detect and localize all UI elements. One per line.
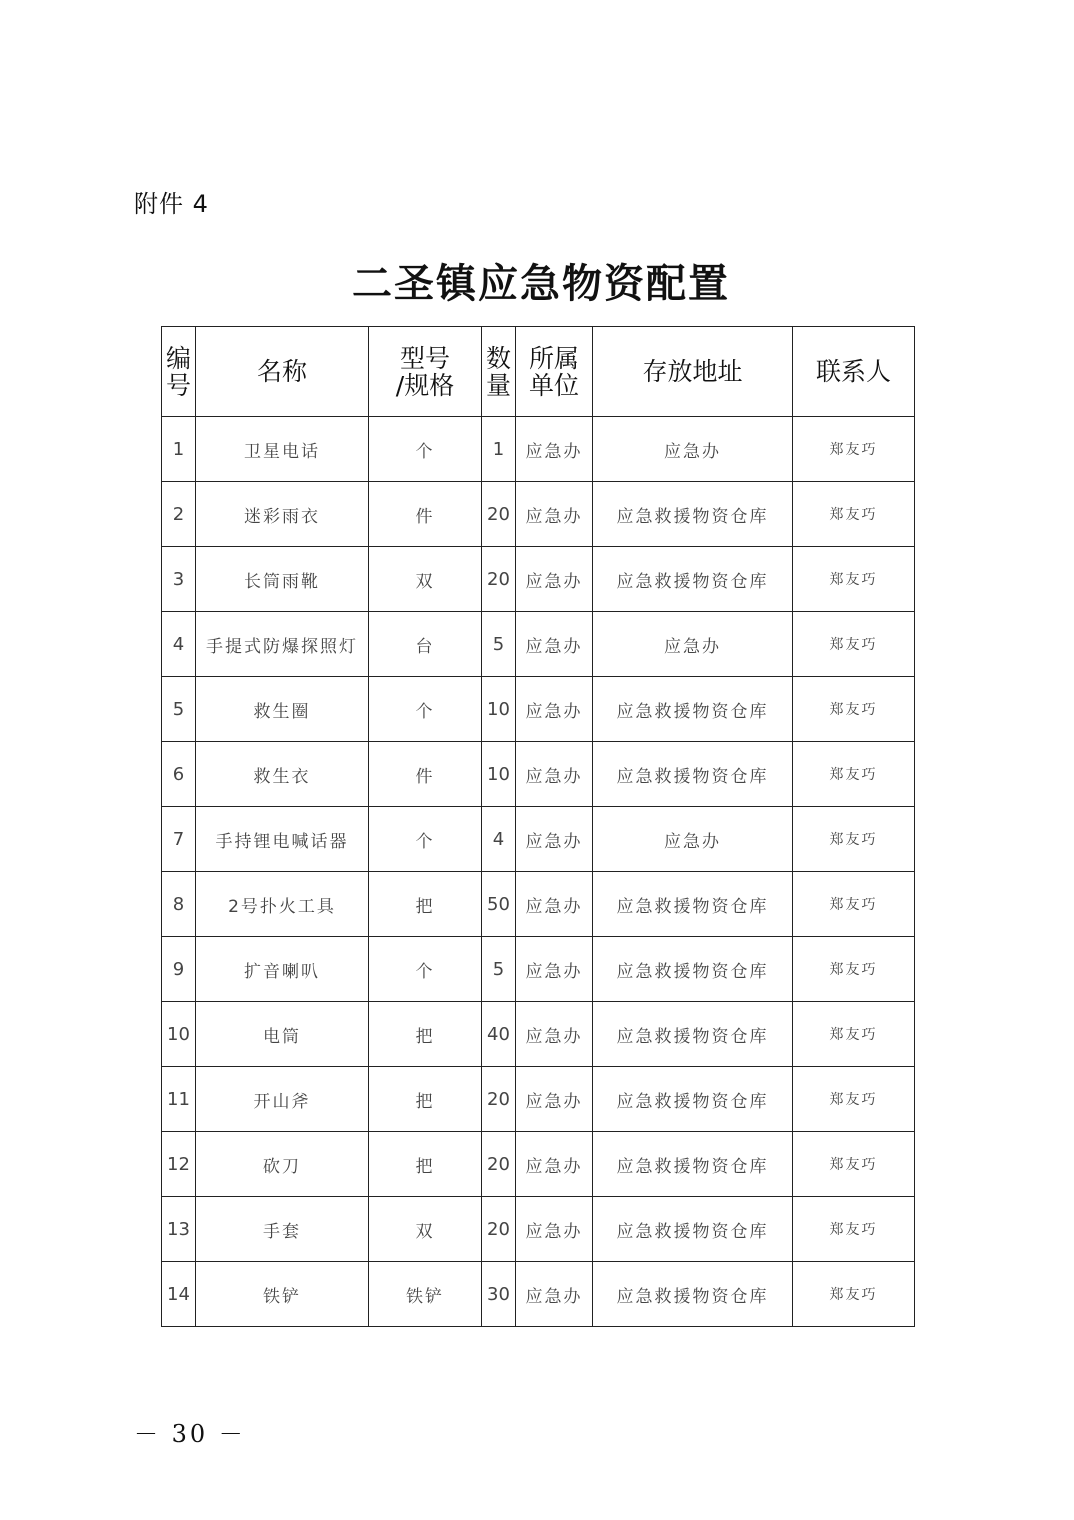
table-row: [162, 547, 915, 612]
cell-name: 铁铲: [196, 1262, 369, 1327]
table-row: [162, 482, 915, 547]
cell-id: 6: [162, 742, 196, 807]
header-contact: 联系人: [793, 327, 915, 417]
cell-contact: 郑友巧: [793, 1067, 915, 1132]
cell-spec: 把: [369, 872, 482, 937]
cell-contact: 郑友巧: [793, 937, 915, 1002]
page-number: － 30 －: [134, 1420, 246, 1448]
document-title: 二圣镇应急物资配置: [352, 260, 730, 307]
header-qty: 数 量: [482, 327, 516, 417]
header-unit: 所属 单位: [516, 327, 593, 417]
cell-id: 5: [162, 677, 196, 742]
cell-spec: 个: [369, 677, 482, 742]
cell-unit: 应急办: [516, 547, 593, 612]
table-row: [162, 1002, 915, 1067]
table-row: [162, 1262, 915, 1327]
cell-location: 应急办: [593, 417, 793, 482]
header-id: 编 号: [162, 327, 196, 417]
cell-id: 12: [162, 1132, 196, 1197]
cell-unit: 应急办: [516, 677, 593, 742]
cell-location: 应急救援物资仓库: [593, 1197, 793, 1262]
cell-id: 7: [162, 807, 196, 872]
cell-qty: 20: [482, 547, 516, 612]
cell-spec: 把: [369, 1132, 482, 1197]
cell-contact: 郑友巧: [793, 612, 915, 677]
cell-contact: 郑友巧: [793, 547, 915, 612]
cell-location: 应急救援物资仓库: [593, 1262, 793, 1327]
cell-name: 迷彩雨衣: [196, 482, 369, 547]
cell-qty: 20: [482, 1132, 516, 1197]
cell-spec: 把: [369, 1002, 482, 1067]
table-row: [162, 937, 915, 1002]
cell-id: 3: [162, 547, 196, 612]
cell-id: 9: [162, 937, 196, 1002]
cell-qty: 20: [482, 482, 516, 547]
cell-name: 长筒雨靴: [196, 547, 369, 612]
cell-contact: 郑友巧: [793, 1132, 915, 1197]
cell-unit: 应急办: [516, 612, 593, 677]
cell-unit: 应急办: [516, 1132, 593, 1197]
cell-spec: 个: [369, 417, 482, 482]
table-row: [162, 872, 915, 937]
cell-name: 救生圈: [196, 677, 369, 742]
cell-name: 砍刀: [196, 1132, 369, 1197]
cell-name: 手提式防爆探照灯: [196, 612, 369, 677]
cell-qty: 30: [482, 1262, 516, 1327]
cell-location: 应急救援物资仓库: [593, 937, 793, 1002]
cell-unit: 应急办: [516, 1262, 593, 1327]
cell-name: 2号扑火工具: [196, 872, 369, 937]
cell-contact: 郑友巧: [793, 872, 915, 937]
cell-contact: 郑友巧: [793, 1197, 915, 1262]
table-row: [162, 677, 915, 742]
cell-contact: 郑友巧: [793, 417, 915, 482]
cell-unit: 应急办: [516, 417, 593, 482]
cell-qty: 20: [482, 1067, 516, 1132]
header-location: 存放地址: [593, 327, 793, 417]
cell-contact: 郑友巧: [793, 1002, 915, 1067]
cell-unit: 应急办: [516, 1197, 593, 1262]
cell-name: 救生衣: [196, 742, 369, 807]
cell-location: 应急办: [593, 612, 793, 677]
cell-spec: 台: [369, 612, 482, 677]
table-row: [162, 742, 915, 807]
cell-spec: 件: [369, 742, 482, 807]
cell-contact: 郑友巧: [793, 742, 915, 807]
cell-spec: 铁铲: [369, 1262, 482, 1327]
cell-name: 电筒: [196, 1002, 369, 1067]
cell-qty: 5: [482, 937, 516, 1002]
cell-name: 手套: [196, 1197, 369, 1262]
cell-name: 扩音喇叭: [196, 937, 369, 1002]
cell-id: 4: [162, 612, 196, 677]
cell-qty: 20: [482, 1197, 516, 1262]
cell-location: 应急救援物资仓库: [593, 1132, 793, 1197]
cell-qty: 4: [482, 807, 516, 872]
cell-qty: 5: [482, 612, 516, 677]
cell-contact: 郑友巧: [793, 677, 915, 742]
header-name: 名称: [196, 327, 369, 417]
header-spec: 型号 /规格: [369, 327, 482, 417]
cell-contact: 郑友巧: [793, 482, 915, 547]
cell-location: 应急救援物资仓库: [593, 742, 793, 807]
cell-qty: 40: [482, 1002, 516, 1067]
cell-location: 应急救援物资仓库: [593, 1067, 793, 1132]
cell-spec: 个: [369, 937, 482, 1002]
cell-unit: 应急办: [516, 872, 593, 937]
cell-unit: 应急办: [516, 937, 593, 1002]
cell-id: 14: [162, 1262, 196, 1327]
cell-spec: 双: [369, 1197, 482, 1262]
cell-id: 10: [162, 1002, 196, 1067]
table-row: [162, 807, 915, 872]
cell-name: 开山斧: [196, 1067, 369, 1132]
cell-id: 8: [162, 872, 196, 937]
cell-qty: 10: [482, 677, 516, 742]
cell-name: 手持锂电喊话器: [196, 807, 369, 872]
cell-unit: 应急办: [516, 1067, 593, 1132]
cell-name: 卫星电话: [196, 417, 369, 482]
cell-qty: 1: [482, 417, 516, 482]
cell-unit: 应急办: [516, 742, 593, 807]
cell-id: 13: [162, 1197, 196, 1262]
cell-spec: 件: [369, 482, 482, 547]
cell-qty: 10: [482, 742, 516, 807]
cell-location: 应急救援物资仓库: [593, 547, 793, 612]
cell-unit: 应急办: [516, 807, 593, 872]
cell-location: 应急救援物资仓库: [593, 1002, 793, 1067]
attachment-label: 附件 4: [134, 190, 209, 218]
cell-location: 应急办: [593, 807, 793, 872]
cell-contact: 郑友巧: [793, 807, 915, 872]
cell-spec: 双: [369, 547, 482, 612]
supplies-table: [161, 326, 915, 1327]
cell-contact: 郑友巧: [793, 1262, 915, 1327]
cell-location: 应急救援物资仓库: [593, 872, 793, 937]
table-row: [162, 1197, 915, 1262]
cell-location: 应急救援物资仓库: [593, 482, 793, 547]
cell-qty: 50: [482, 872, 516, 937]
cell-id: 2: [162, 482, 196, 547]
table-row: [162, 417, 915, 482]
cell-id: 1: [162, 417, 196, 482]
table-row: [162, 1132, 915, 1197]
table-row: [162, 1067, 915, 1132]
table-row: [162, 612, 915, 677]
cell-id: 11: [162, 1067, 196, 1132]
cell-unit: 应急办: [516, 482, 593, 547]
table-header-row: [162, 327, 915, 417]
cell-unit: 应急办: [516, 1002, 593, 1067]
cell-spec: 把: [369, 1067, 482, 1132]
cell-spec: 个: [369, 807, 482, 872]
cell-location: 应急救援物资仓库: [593, 677, 793, 742]
